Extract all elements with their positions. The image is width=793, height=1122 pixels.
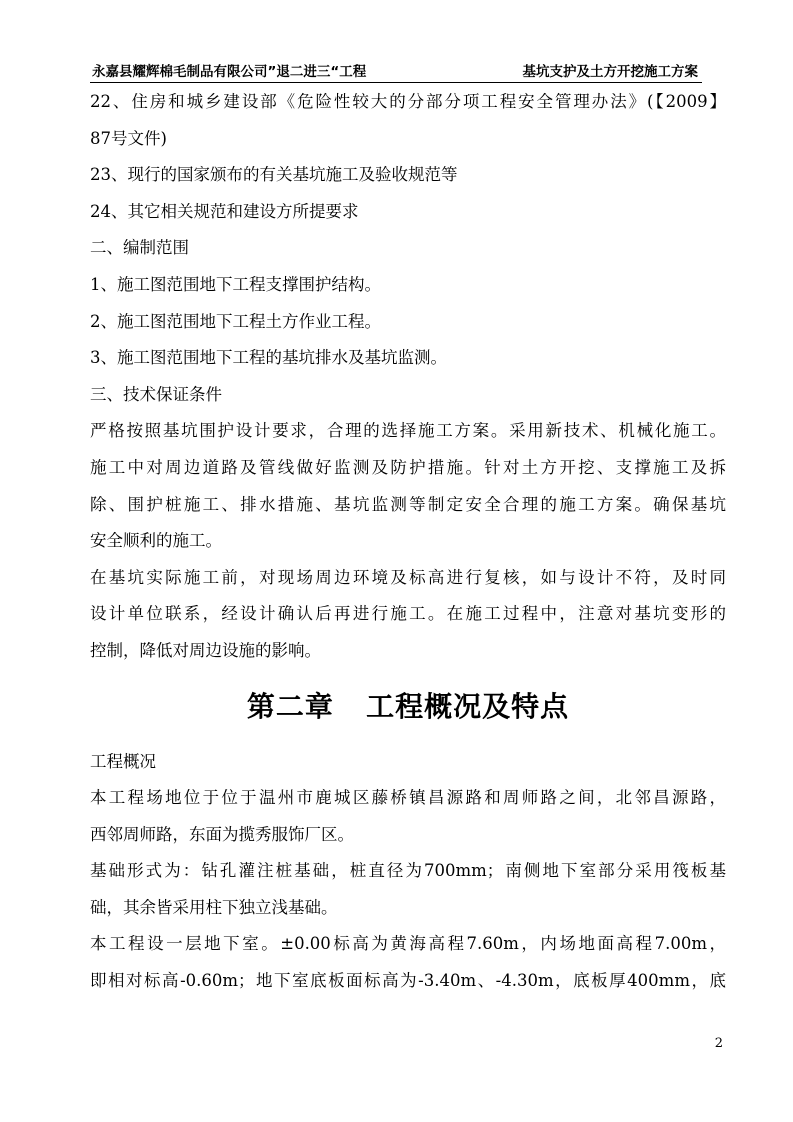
list-item: 1、施工图范围地下工程支撑围护结构。	[90, 274, 381, 294]
paragraph-line: 安全顺利的施工。	[90, 531, 222, 551]
paragraph-line: 87号文件)	[90, 128, 167, 148]
section-heading: 工程概况	[90, 751, 156, 771]
paragraph-line: 本工程场地位于位于温州市鹿城区藤桥镇昌源路和周师路之间，北邻昌源路，	[90, 788, 726, 808]
list-item: 2、施工图范围地下工程土方作业工程。	[90, 311, 381, 331]
page-number: 2	[714, 1036, 723, 1051]
paragraph-line: 在基坑实际施工前，对现场周边环境及标高进行复核，如与设计不符，及时同	[90, 567, 726, 587]
paragraph-line: 西邻周师路，东面为揽秀服饰厂区。	[90, 824, 354, 844]
paragraph-line: 施工中对周边道路及管线做好监测及防护措施。针对土方开挖、支撑施工及拆	[90, 457, 726, 477]
paragraph-line: 严格按照基坑围护设计要求，合理的选择施工方案。采用新技术、机械化施工。	[90, 421, 726, 441]
paragraph-line: 本工程设一层地下室。±0.00标高为黄海高程7.60m，内场地面高程7.00m，	[90, 934, 726, 954]
paragraph-line: 即相对标高-0.60m；地下室底板面标高为-3.40m、-4.30m，底板厚400mm，底	[90, 971, 726, 991]
paragraph-line: 23、现行的国家颁布的有关基坑施工及验收规范等	[90, 165, 458, 185]
paragraph-line: 控制，降低对周边设施的影响。	[90, 640, 321, 660]
paragraph-line: 24、其它相关规范和建设方所提要求	[90, 201, 359, 221]
chapter-title: 第二章 工程概况及特点	[246, 689, 570, 723]
section-heading: 二、编制范围	[90, 238, 189, 258]
paragraph-line: 础，其余皆采用柱下独立浅基础。	[90, 897, 338, 917]
paragraph-line: 除、围护桩施工、排水措施、基坑监测等制定安全合理的施工方案。确保基坑	[90, 494, 726, 514]
header-project-title: 永嘉县耀辉棉毛制品有限公司”退二进三“工程	[92, 64, 367, 80]
section-heading: 三、技术保证条件	[90, 384, 222, 404]
page-header	[90, 58, 702, 83]
paragraph-line: 基础形式为：钻孔灌注桩基础，桩直径为700mm；南侧地下室部分采用筏板基	[90, 861, 726, 881]
paragraph-line: 22、住房和城乡建设部《危险性较大的分部分项工程安全管理办法》(【2009】	[90, 92, 726, 111]
document-body	[90, 84, 726, 1000]
paragraph-line: 设计单位联系，经设计确认后再进行施工。在施工过程中，注意对基坑变形的	[90, 604, 726, 624]
list-item: 3、施工图范围地下工程的基坑排水及基坑监测。	[90, 348, 447, 368]
header-document-title: 基坑支护及土方开挖施工方案	[522, 64, 698, 80]
